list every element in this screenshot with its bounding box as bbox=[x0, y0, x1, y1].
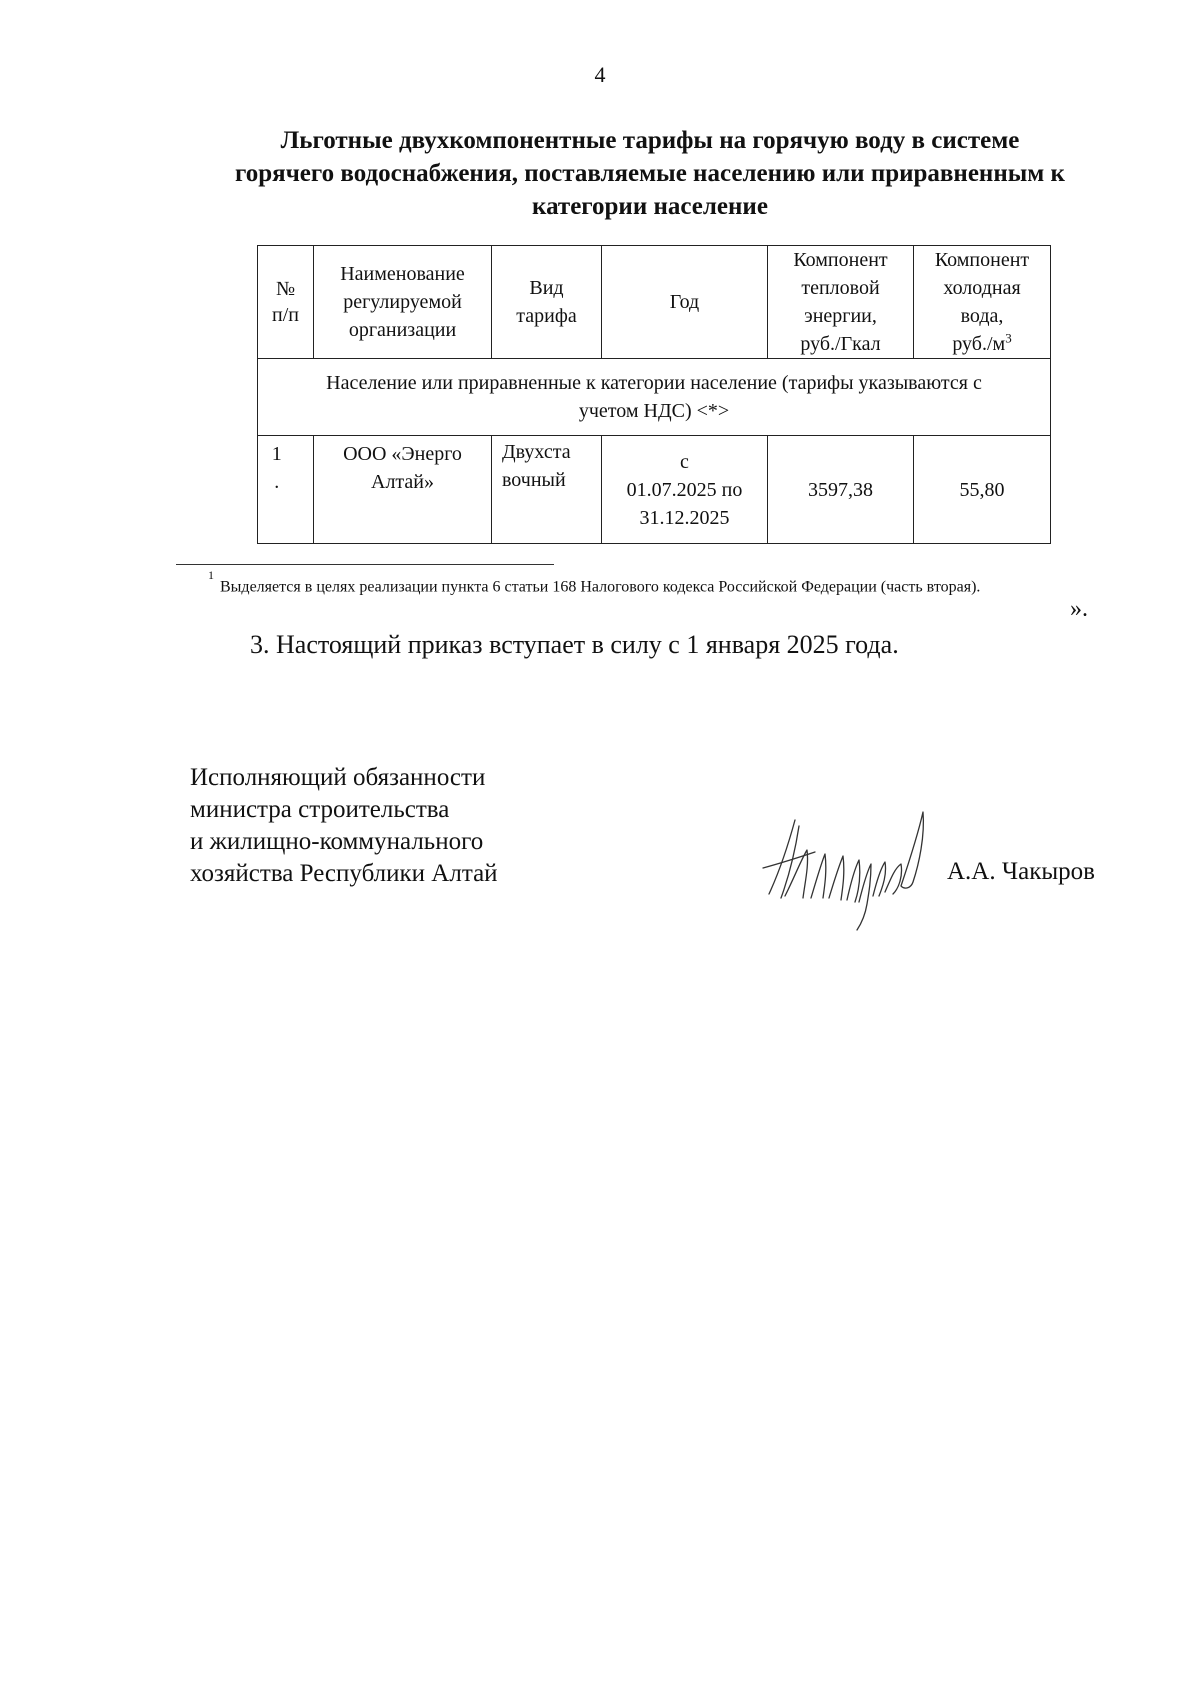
footnote-divider bbox=[176, 564, 554, 565]
table-header-row bbox=[258, 246, 1051, 359]
row-heat-component: 3597,38 bbox=[768, 436, 914, 544]
signatory-line-1: Исполняющий обязанности bbox=[190, 764, 486, 791]
order-clause: 3. Настоящий приказ вступает в силу с 1 января 2025 года. bbox=[250, 630, 899, 659]
tariff-table bbox=[257, 245, 1051, 544]
table-row bbox=[258, 436, 1051, 544]
header-heat-component: Компонент тепловой энергии, руб./Гкал bbox=[768, 246, 914, 359]
table-section-row bbox=[258, 359, 1051, 436]
title-line-2: горячего водоснабжения, поставляемые населению или приравненным к bbox=[235, 160, 1065, 187]
row-tariff-kind: Двухста вочный bbox=[492, 436, 602, 544]
footnote-text: Выделяется в целях реализации пункта 6 статьи 168 Налогового кодекса Российской Федерации (часть вторая). bbox=[220, 578, 981, 596]
header-organization: Наименование регулируемой организации bbox=[314, 246, 492, 359]
signatory-position bbox=[190, 762, 498, 890]
header-number: № п/п bbox=[258, 246, 314, 359]
document-title bbox=[160, 124, 1140, 223]
footnote bbox=[208, 570, 1108, 598]
header-tariff-kind: Вид тарифа bbox=[492, 246, 602, 359]
row-number: 1 . bbox=[258, 436, 296, 544]
signer-name: А.А. Чакыров bbox=[947, 858, 1095, 885]
handwritten-signature bbox=[755, 806, 935, 932]
signatory-line-2: министра строительства bbox=[190, 796, 450, 823]
footnote-marker: 1 bbox=[208, 568, 214, 582]
row-cold-water-component: 55,80 bbox=[914, 436, 1051, 544]
row-period: с 01.07.2025 по 31.12.2025 bbox=[602, 436, 768, 544]
title-line-1: Льготные двухкомпонентные тарифы на горячую воду в системе bbox=[280, 127, 1020, 154]
title-line-3: категории население bbox=[532, 193, 768, 220]
signatory-line-4: хозяйства Республики Алтай bbox=[190, 860, 498, 887]
row-organization: ООО «Энерго Алтай» bbox=[314, 436, 492, 544]
signatory-line-3: и жилищно-коммунального bbox=[190, 828, 484, 855]
row-number-spacer bbox=[296, 436, 314, 544]
closing-quote: ». bbox=[1070, 596, 1088, 622]
section-heading: Население или приравненные к категории население (тарифы указываются с учетом НДС) <*> bbox=[258, 359, 1051, 436]
header-cold-water-component: Компонент холодная вода, $руб./м^3$ bbox=[914, 246, 1051, 359]
header-year: Год bbox=[602, 246, 768, 359]
page-number: 4 bbox=[594, 62, 606, 87]
